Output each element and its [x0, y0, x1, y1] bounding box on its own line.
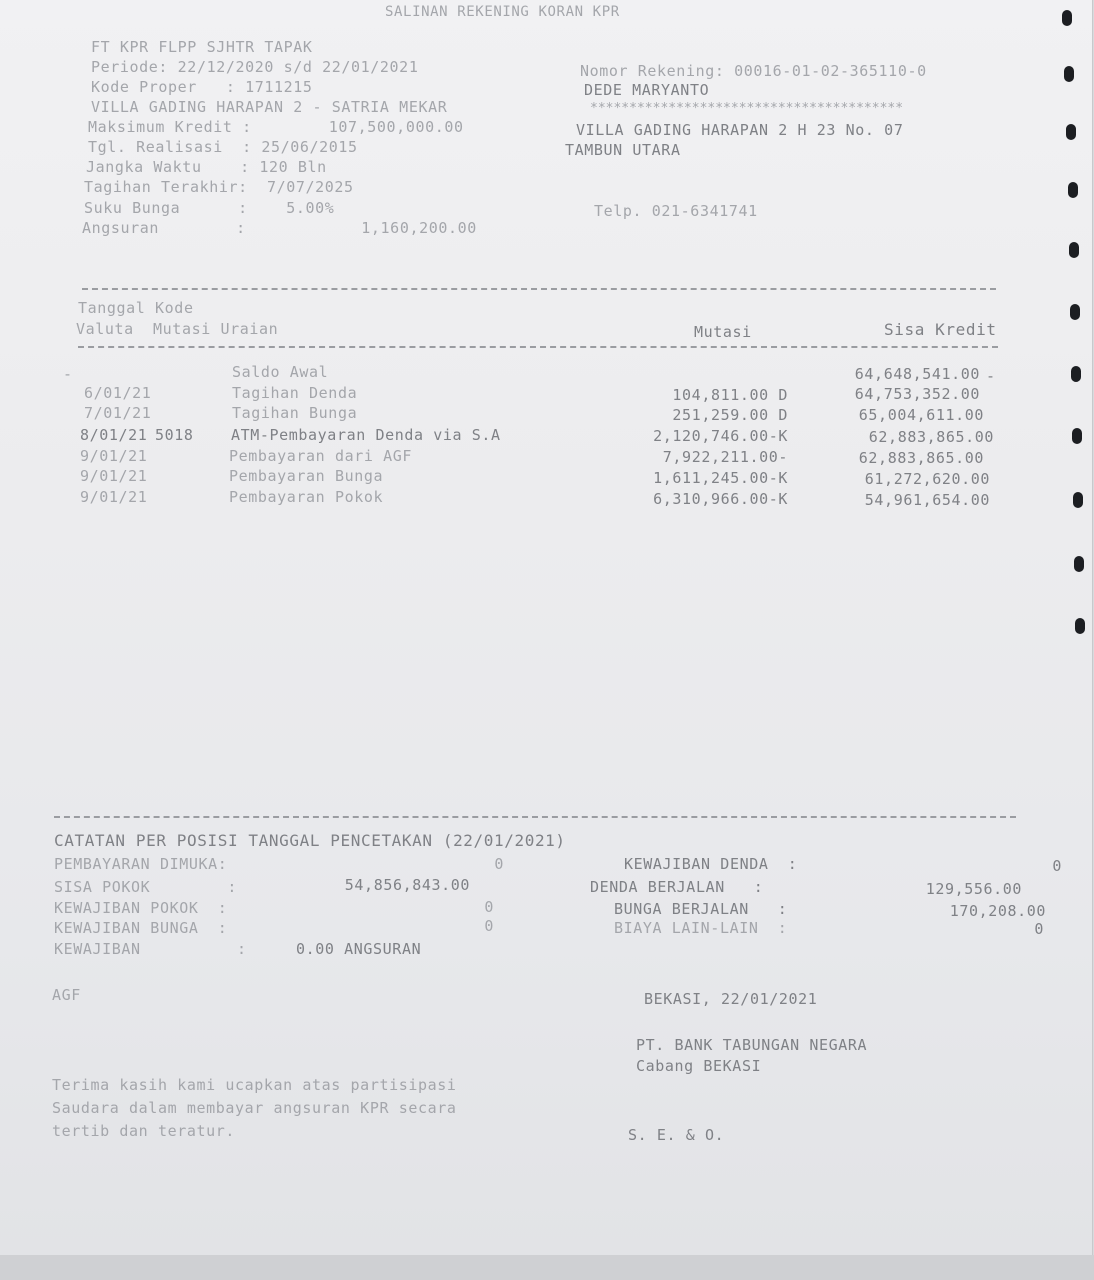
address-line-2: TAMBUN UTARA [565, 141, 681, 159]
saldo-awal-label: Saldo Awal [232, 363, 329, 381]
table-row-1-uraian: Tagihan Denda [232, 384, 358, 402]
column-header-mutasi: Mutasi [694, 323, 752, 341]
table-row-3-kode: 5018 [155, 426, 194, 444]
column-header-line-2: Valuta Mutasi Uraian [76, 320, 279, 338]
table-row-4-tanggal: 9/01/21 [80, 447, 148, 465]
divider [54, 816, 1016, 818]
table-row-4-uraian: Pembayaran dari AGF [229, 447, 412, 465]
kewajiban-denda-value: 0 [1052, 857, 1062, 875]
feed-hole [1066, 124, 1076, 140]
telephone: Telp. 021-6341741 [594, 202, 758, 220]
table-row-1-tanggal: 6/01/21 [84, 384, 152, 402]
agf-label: AGF [52, 986, 81, 1004]
nomor-rekening: Nomor Rekening: 00016-01-02-365110-0 [580, 62, 927, 80]
table-row-3-sisa: 62,883,865.00 [868, 428, 994, 446]
biaya-lain-label: BIAYA LAIN-LAIN : [614, 919, 788, 937]
table-row-6-tanggal: 9/01/21 [80, 488, 148, 506]
periode: Periode: 22/12/2020 s/d 22/01/2021 [91, 58, 419, 76]
biaya-lain-value: 0 [1034, 920, 1044, 938]
table-row-3-tanggal: 8/01/21 [80, 426, 148, 444]
address-line-1: VILLA GADING HARAPAN 2 H 23 No. 07 [576, 121, 904, 139]
table-row-4-sisa: 62,883,865.00 [858, 449, 984, 467]
thanks-line-2: Saudara dalam membayar angsuran KPR secara [52, 1099, 457, 1117]
feed-hole [1071, 366, 1081, 382]
dash-mark: - [63, 365, 73, 383]
column-header-sisa-kredit: Sisa Kredit [884, 320, 997, 339]
table-row-5-sisa: 61,272,620.00 [864, 470, 990, 488]
divider [78, 346, 998, 348]
kewajiban-pokok-value: 0 [484, 898, 494, 916]
tagihan-terakhir: Tagihan Terakhir: 7/07/2025 [84, 178, 354, 196]
feed-hole [1074, 556, 1084, 572]
denda-berjalan-label: DENDA BERJALAN : [590, 878, 764, 896]
table-row-2-tanggal: 7/01/21 [84, 404, 152, 422]
table-row-1-sisa: 64,753,352.00 [854, 385, 980, 403]
thanks-line-1: Terima kasih kami ucapkan atas partisipasi [52, 1076, 457, 1094]
kode-proper: Kode Proper : 1711215 [91, 78, 313, 96]
bunga-berjalan-label: BUNGA BERJALAN : [614, 900, 788, 918]
table-row-3-mutasi: 2,120,746.00-K [653, 427, 788, 445]
seo-note: S. E. & O. [628, 1126, 725, 1144]
dash-mark: - [986, 367, 996, 385]
feed-hole [1072, 428, 1082, 444]
thanks-line-3: tertib dan teratur. [52, 1122, 235, 1140]
star-separator: **************************************** [590, 101, 904, 116]
table-row-1-mutasi: 104,811.00 D [672, 386, 788, 404]
sisa-pokok-value: 54,856,843.00 [344, 876, 470, 894]
document-title: SALINAN REKENING KORAN KPR [385, 4, 620, 20]
table-row-2-mutasi: 251,259.00 D [672, 406, 788, 424]
kewajiban-denda-label: KEWAJIBAN DENDA : [624, 855, 798, 873]
table-row-4-mutasi: 7,922,211.00- [662, 448, 788, 466]
feed-hole [1062, 10, 1072, 26]
pembayaran-dimuka-label: PEMBAYARAN DIMUKA: [54, 855, 228, 873]
jangka-waktu: Jangka Waktu : 120 Bln [86, 158, 327, 176]
branch-name: Cabang BEKASI [636, 1057, 762, 1075]
maksimum-kredit: Maksimum Kredit : 107,500,000.00 [88, 118, 464, 136]
kewajiban-label: KEWAJIBAN : [54, 940, 247, 958]
table-row-6-uraian: Pembayaran Pokok [229, 488, 384, 506]
bank-name: PT. BANK TABUNGAN NEGARA [636, 1036, 868, 1054]
place-date: BEKASI, 22/01/2021 [644, 990, 818, 1008]
table-row-2-sisa: 65,004,611.00 [858, 406, 984, 424]
saldo-awal-value: 64,648,541.00 [854, 365, 980, 383]
bunga-berjalan-value: 170,208.00 [949, 902, 1046, 920]
feed-hole [1064, 66, 1074, 82]
kewajiban-bunga-label: KEWAJIBAN BUNGA : [54, 919, 228, 937]
tgl-realisasi: Tgl. Realisasi : 25/06/2015 [88, 138, 358, 156]
background-edge [0, 1255, 1094, 1280]
catatan-heading: CATATAN PER POSISI TANGGAL PENCETAKAN (22/01/2021) [54, 831, 566, 850]
kewajiban-pokok-label: KEWAJIBAN POKOK : [54, 899, 228, 917]
feed-hole [1069, 242, 1079, 258]
table-row-2-uraian: Tagihan Bunga [232, 404, 358, 422]
project-name: VILLA GADING HARAPAN 2 - SATRIA MEKAR [91, 98, 448, 116]
product-name: FT KPR FLPP SJHTR TAPAK [91, 38, 313, 56]
kewajiban-value: 0.00 ANGSURAN [296, 940, 422, 958]
divider [82, 288, 996, 290]
feed-hole [1075, 618, 1085, 634]
table-row-3-uraian: ATM-Pembayaran Denda via S.A [231, 426, 501, 444]
customer-name: DEDE MARYANTO [584, 81, 710, 99]
table-row-5-uraian: Pembayaran Bunga [229, 467, 384, 485]
angsuran: Angsuran : 1,160,200.00 [82, 219, 477, 237]
table-row-5-mutasi: 1,611,245.00-K [653, 469, 788, 487]
suku-bunga: Suku Bunga : 5.00% [84, 199, 335, 217]
feed-hole [1073, 492, 1083, 508]
kewajiban-bunga-value: 0 [484, 917, 494, 935]
feed-hole [1070, 304, 1080, 320]
table-row-5-tanggal: 9/01/21 [80, 467, 148, 485]
table-row-6-sisa: 54,961,654.00 [864, 491, 990, 509]
denda-berjalan-value: 129,556.00 [925, 880, 1022, 898]
feed-hole [1068, 182, 1078, 198]
sisa-pokok-label: SISA POKOK : [54, 878, 237, 896]
pembayaran-dimuka-value: 0 [494, 855, 504, 873]
table-row-6-mutasi: 6,310,966.00-K [653, 490, 788, 508]
column-header-line-1: Tanggal Kode [78, 299, 194, 317]
